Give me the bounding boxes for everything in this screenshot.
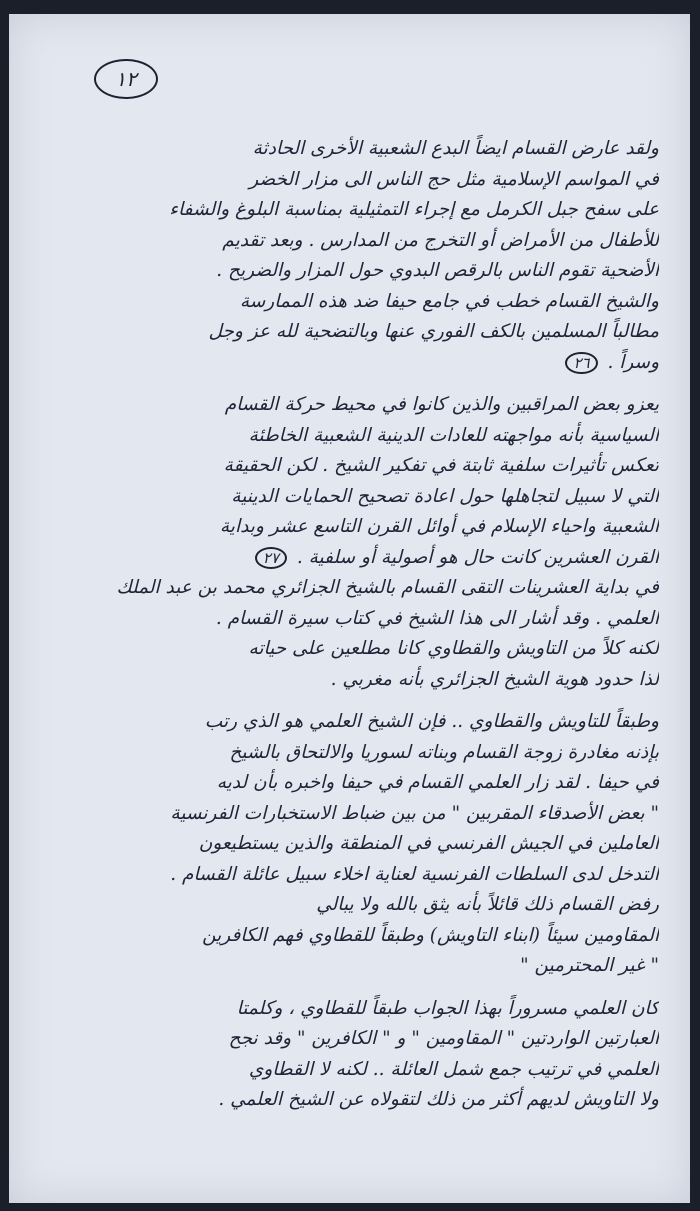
paragraph-gap [59, 982, 659, 994]
text-line: وطبقاً للتاويش والقطاوي .. فإن الشيخ العلمي هو الذي رتب [204, 711, 659, 732]
text-line: لذا حدود هوية الشيخ الجزائري بأنه مغربي . [330, 668, 659, 690]
text-line-with-marker [59, 543, 659, 574]
text-line: ولا التاويش لديهم أكثر من ذلك لتقولاه عن الشيخ العلمي . [218, 1089, 659, 1110]
text-line: ولقد عارض القسام ايضاً البدع الشعبية الأخرى الحادثة [252, 138, 659, 159]
text-line: " بعض الأصدقاء المقربين " من بين ضباط الاستخبارات الفرنسية [170, 802, 659, 824]
reference-marker: ٢٦ [565, 352, 597, 374]
text-line: العاملين في الجيش الفرنسي في المنطقة والذين يستطيعون [198, 833, 659, 854]
text-segment: القرن العشرين كانت حال هو أصولية أو سلفية . [296, 546, 659, 568]
manuscript-text [59, 134, 659, 1116]
text-line: العبارتين الواردتين " المقاومين " و " الكافرين " وقد نجح [228, 1028, 659, 1049]
text-line: في المواسم الإسلامية مثل حج الناس الى مزار الخضر [249, 168, 659, 190]
page-number [94, 59, 158, 99]
paragraph-gap [59, 378, 659, 390]
paragraph-gap [59, 695, 659, 707]
page-number-text: ١٢ [115, 67, 137, 91]
text-line: رفض القسام ذلك قائلاً بأنه يثق بالله ولا يبالي [316, 894, 659, 915]
text-line: التدخل لدى السلطات الفرنسية لعناية اخلاء سبيل عائلة القسام . [170, 863, 659, 885]
text-line: التي لا سبيل لتجاهلها حول اعادة تصحيح الحمايات الدينية [231, 485, 659, 507]
text-segment: وسراً . [607, 351, 659, 373]
text-line: تعكس تأثيرات سلفية ثابتة في تفكير الشيخ . لكن الحقيقة [223, 455, 659, 476]
text-line: الشعبية واحياء الإسلام في أوائل القرن التاسع عشر وبداية [219, 516, 659, 537]
text-line: بإذنه مغادرة زوجة القسام وبناته لسوريا والالتحاق بالشيخ [229, 741, 659, 763]
text-line-with-marker [59, 348, 659, 379]
text-line: السياسية بأنه مواجهته للعادات الدينية الشعبية الخاطئة [248, 424, 659, 446]
text-line: المقاومين سيئاً (ابناء التاويش) وطبقاً للقطاوي فهم الكافرين [202, 924, 659, 946]
manuscript-sheet [9, 14, 690, 1203]
text-line: كان العلمي مسروراً بهذا الجواب طبقاً للقطاوي ، وكلمتا [236, 997, 659, 1019]
text-line: " غير المحترمين " [520, 955, 659, 976]
text-line: العلمي . وقد أشار الى هذا الشيخ في كتاب سيرة القسام . [215, 607, 659, 629]
text-line: العلمي في ترتيب جمع شمل العائلة .. لكنه لا القطاوي [248, 1058, 659, 1080]
text-line: لكنه كلاً من التاويش والقطاوي كانا مطلعين على حياته [248, 638, 659, 659]
text-line: على سفح جبل الكرمل مع إجراء التمثيلية بمناسبة البلوغ والشفاء [169, 199, 659, 220]
text-line: الأضحية تقوم الناس بالرقص البدوي حول المزار والضريح . [216, 260, 659, 281]
text-line: في حيفا . لقد زار العلمي القسام في حيفا واخبره بأن لديه [216, 772, 659, 793]
text-line: والشيخ القسام خطب في جامع حيفا ضد هذه الممارسة [239, 290, 659, 312]
reference-marker: ٢٧ [255, 547, 287, 569]
text-line: يعزو بعض المراقبين والذين كانوا في محيط حركة القسام [224, 394, 659, 415]
text-line: للأطفال من الأمراض أو التخرج من المدارس . وبعد تقديم [222, 229, 659, 251]
text-line: في بداية العشرينات التقى القسام بالشيخ الجزائري محمد بن عبد الملك [116, 577, 659, 598]
text-line: مطالباً المسلمين بالكف الفوري عنها وبالتضحية لله عز وجل [208, 321, 659, 342]
